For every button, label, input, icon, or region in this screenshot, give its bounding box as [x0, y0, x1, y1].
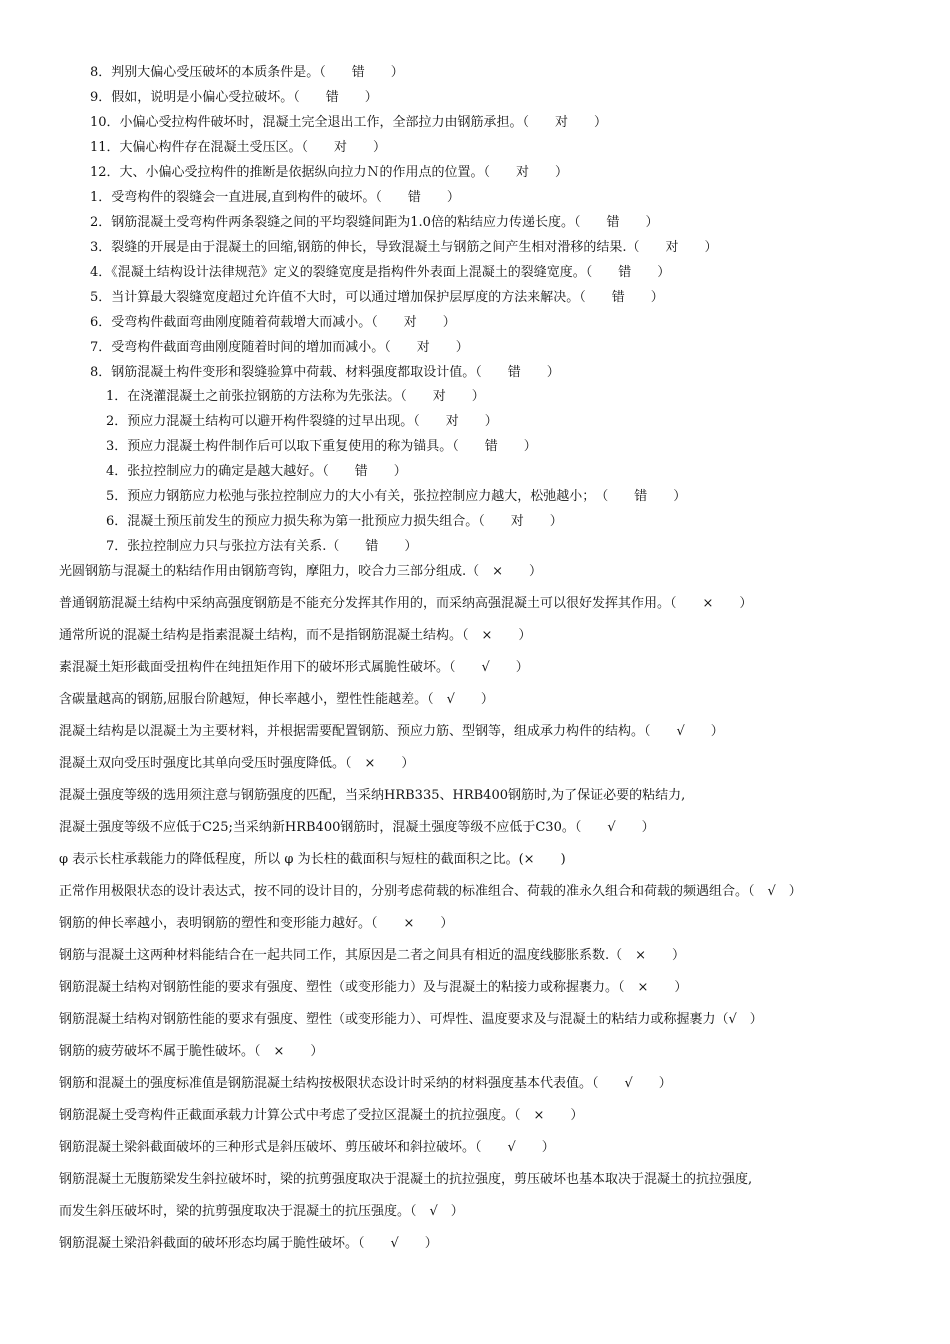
question-line: 3．预应力混凝土构件制作后可以取下重复使用的称为锚具。（ 错 ） — [106, 439, 537, 454]
question-line: 5．预应力钢筋应力松弛与张拉控制应力的大小有关，张拉控制应力越大，松弛越小； （ 错 ） — [106, 489, 687, 504]
question-line: φ 表示长柱承载能力的降低程度，所以 φ 为长柱的截面积与短柱的截面积之比。(× ) — [59, 852, 566, 867]
question-line: 4．《混凝土结构设计法律规范》定义的裂缝宽度是指构件外表面上混凝土的裂缝宽度。（ 错 ） — [90, 265, 671, 280]
question-line: 而发生斜压破坏时，梁的抗剪强度取决于混凝土的抗压强度。（ √ ） — [59, 1204, 464, 1219]
question-line: 2．预应力混凝土结构可以避开构件裂缝的过早出现。（ 对 ） — [106, 414, 498, 429]
question-line: 钢筋混凝土梁斜截面破坏的三种形式是斜压破坏、剪压破坏和斜拉破坏。（ √ ） — [59, 1140, 555, 1155]
question-line: 6．混凝土预压前发生的预应力损失称为第一批预应力损失组合。（ 对 ） — [106, 514, 563, 529]
question-line: 12．大、小偏心受拉构件的推断是依据纵向拉力Ｎ的作用点的位置。（ 对 ） — [90, 165, 569, 180]
question-line: 5．当计算最大裂缝宽度超过允许值不大时，可以通过增加保护层厚度的方法来解决。（ 错 ） — [90, 290, 664, 305]
question-line: 钢筋的伸长率越小，表明钢筋的塑性和变形能力越好。（ × ） — [59, 916, 454, 931]
question-line: 7．张拉控制应力只与张拉方法有关系.（ 错 ） — [106, 539, 418, 554]
question-line: 混凝土强度等级不应低于C25;当采纳新HRB400钢筋时，混凝土强度等级不应低于C30。（ √ ） — [59, 820, 655, 835]
question-line: 钢筋与混凝土这两种材料能结合在一起共同工作，其原因是二者之间具有相近的温度线膨胀系数.（ × ） — [59, 948, 686, 963]
question-line: 2．钢筋混凝土受弯构件两条裂缝之间的平均裂缝间距为1.0倍的粘结应力传递长度。（ 错 ） — [90, 215, 659, 230]
question-line: 通常所说的混凝土结构是指素混凝土结构，而不是指钢筋混凝土结构。（ × ） — [59, 628, 532, 643]
question-line: 7．受弯构件截面弯曲刚度随着时间的增加而减小。（ 对 ） — [90, 340, 469, 355]
question-line: 混凝土双向受压时强度比其单向受压时强度降低。（ × ） — [59, 756, 415, 771]
question-line: 10．小偏心受拉构件破坏时，混凝土完全退出工作，全部拉力由钢筋承担。（ 对 ） — [90, 115, 608, 130]
question-line: 4．张拉控制应力的确定是越大越好。（ 错 ） — [106, 464, 407, 479]
question-line: 1．在浇灌混凝土之前张拉钢筋的方法称为先张法。（ 对 ） — [106, 389, 485, 404]
question-line: 光圆钢筋与混凝土的粘结作用由钢筋弯钩，摩阻力，咬合力三部分组成.（ × ） — [59, 564, 543, 579]
question-line: 9．假如，说明是小偏心受拉破坏。（ 错 ） — [90, 90, 378, 105]
question-line: 素混凝土矩形截面受扭构件在纯扭矩作用下的破坏形式属脆性破坏。（ √ ） — [59, 660, 529, 675]
question-line: 钢筋混凝土受弯构件正截面承载力计算公式中考虑了受拉区混凝土的抗拉强度。（ × ） — [59, 1108, 584, 1123]
question-line: 混凝土结构是以混凝土为主要材料，并根据需要配置钢筋、预应力筋、型钢等，组成承力构件的结构。（ √ ） — [59, 724, 724, 739]
question-line: 8．钢筋混凝土构件变形和裂缝验算中荷载、材料强度都取设计值。（ 错 ） — [90, 365, 560, 380]
question-line: 钢筋混凝土结构对钢筋性能的要求有强度、塑性（或变形能力）及与混凝土的粘接力或称握裹力。（ × ） — [59, 980, 688, 995]
question-line: 含碳量越高的钢筋,屈服台阶越短，伸长率越小，塑性性能越差。（ √ ） — [59, 692, 494, 707]
question-line: 正常作用极限状态的设计表达式，按不同的设计目的，分别考虑荷载的标准组合、荷载的准永久组合和荷载的频遇组合。（ √ ） — [59, 884, 802, 899]
question-line: 1．受弯构件的裂缝会一直进展,直到构件的破坏。（ 错 ） — [90, 190, 460, 205]
question-line: 钢筋和混凝土的强度标准值是钢筋混凝土结构按极限状态设计时采纳的材料强度基本代表值。（ √ ） — [59, 1076, 672, 1091]
question-line: 11．大偏心构件存在混凝土受压区。（ 对 ） — [90, 140, 387, 155]
question-line: 普通钢筋混凝土结构中采纳高强度钢筋是不能充分发挥其作用的，而采纳高强混凝土可以很好发挥其作用。（ × ） — [59, 596, 753, 611]
question-line: 混凝土强度等级的选用须注意与钢筋强度的匹配，当采纳HRB335、HRB400钢筋时,为了保证必要的粘结力, — [59, 788, 686, 803]
question-line: 钢筋的疲劳破坏不属于脆性破坏。（ × ） — [59, 1044, 324, 1059]
question-line: 3．裂缝的开展是由于混凝土的回缩,钢筋的伸长，导致混凝土与钢筋之间产生相对滑移的结果.（ 对 ） — [90, 240, 718, 255]
question-line: 6．受弯构件截面弯曲刚度随着荷载增大而减小。（ 对 ） — [90, 315, 456, 330]
question-line: 钢筋混凝土梁沿斜截面的破坏形态均属于脆性破坏。（ √ ） — [59, 1236, 438, 1251]
question-line: 钢筋混凝土结构对钢筋性能的要求有强度、塑性（或变形能力）、可焊性、温度要求及与混凝土的粘结力或称握裹力（√ ） — [59, 1012, 763, 1027]
question-line: 钢筋混凝土无腹筋梁发生斜拉破坏时，梁的抗剪强度取决于混凝土的抗拉强度，剪压破坏也基本取决于混凝土的抗拉强度, — [59, 1172, 753, 1187]
question-line: 8．判别大偏心受压破坏的本质条件是。（ 错 ） — [90, 65, 404, 80]
